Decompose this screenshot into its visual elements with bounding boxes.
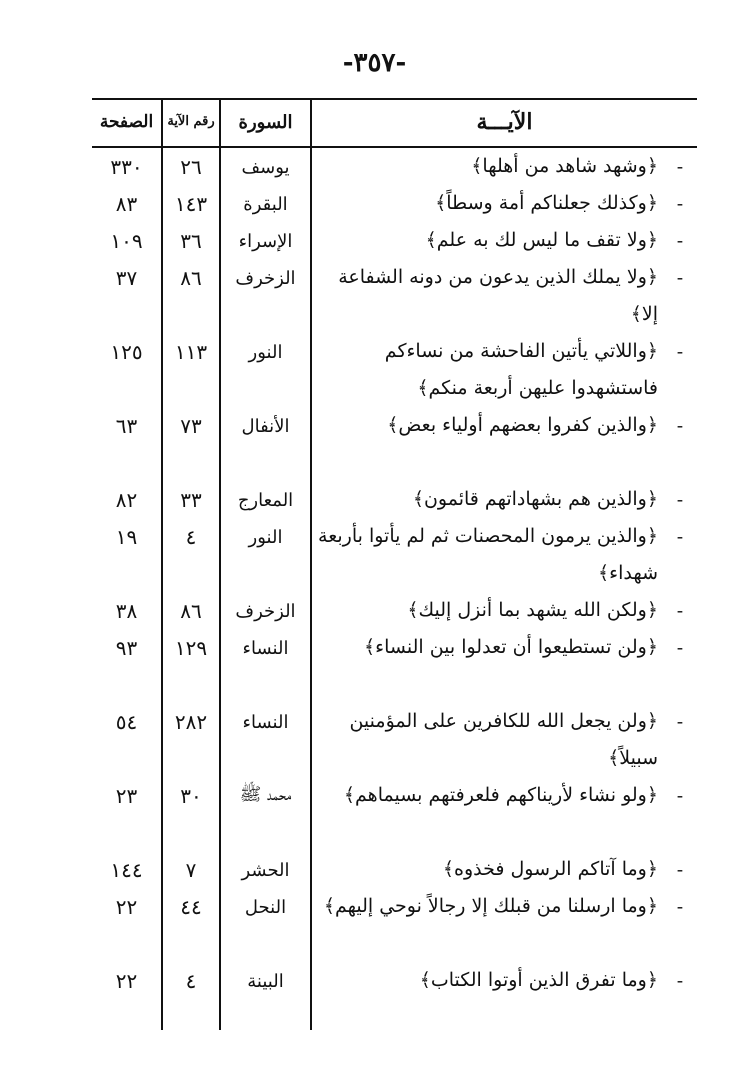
row-bullet: - [676, 489, 684, 511]
row-bullet: - [676, 156, 684, 178]
surah-cell: الزخرف [235, 267, 296, 289]
surah-cell: البينة [247, 970, 284, 992]
table-row [92, 888, 697, 962]
row-bullet: - [676, 785, 684, 807]
row-bullet: - [676, 526, 684, 548]
surah-cell: يوسف [241, 156, 290, 178]
table-row [92, 629, 697, 703]
header-surah: السورة [238, 111, 293, 133]
page-cell: ٣٨ [115, 599, 138, 623]
table-row [92, 518, 697, 592]
verse-text-cell: ﴿وما ارسلنا من قبلك إلا رجالاً نوحي إليهم﴾ [323, 895, 658, 917]
table-row [92, 259, 697, 333]
page-cell: ٦٣ [115, 414, 138, 438]
verse-text-cell: ﴿وما آتاكم الرسول فخذوه﴾ [442, 858, 658, 880]
page-cell: ٣٣٠ [110, 155, 143, 179]
row-bullet: - [676, 267, 684, 289]
verse-number-cell: ٤٤ [180, 895, 202, 919]
surah-cell: النحل [244, 896, 287, 918]
surah-cell: الأنفال [241, 415, 290, 437]
verse-number-cell: ٨٦ [180, 599, 202, 623]
verse-number-cell: ٢٨٢ [174, 710, 208, 734]
row-bullet: - [676, 896, 684, 918]
table-row [92, 777, 697, 851]
page-cell: ٥٤ [115, 710, 138, 734]
verse-number-cell: ٣٦ [180, 229, 202, 253]
page-number: -٣٥٧- [342, 48, 407, 78]
verse-text-cell: ﴿وشهد شاهد من أهلها﴾ [471, 155, 658, 177]
table-row [92, 333, 697, 407]
verse-number-cell: ٤ [185, 525, 197, 549]
surah-cell: الإسراء [238, 230, 293, 252]
page-cell: ٣٧ [115, 266, 138, 290]
verse-text-cell: ﴿والذين كفروا بعضهم أولياء بعض﴾ [387, 414, 658, 436]
verse-number-cell: ١٢٩ [174, 636, 208, 660]
row-bullet: - [676, 341, 684, 363]
table-row [92, 851, 697, 888]
verse-text-cell: ﴿وكذلك جعلناكم أمة وسطاً﴾ [435, 192, 658, 214]
surah-cell: محمد ﷺ [239, 784, 292, 805]
surah-cell: المعارج [237, 489, 294, 511]
page-cell: ١٩ [115, 525, 138, 549]
table-row [92, 592, 697, 629]
table-row [92, 222, 697, 259]
verse-text-cell: ﴿ولو نشاء لأريناكهم فلعرفتهم بسيماهم﴾ [343, 784, 658, 806]
table-row [92, 962, 697, 999]
verse-text-cell: ﴿ولن تستطيعوا أن تعدلوا بين النساء﴾ [364, 636, 658, 658]
table-row [92, 407, 697, 481]
surah-cell: النور [248, 526, 283, 548]
table-row [92, 185, 697, 222]
verse-number-cell: ١٤٣ [174, 192, 208, 216]
verse-index-table [92, 98, 697, 1078]
verse-number-cell: ٣٣ [180, 488, 202, 512]
verse-text-cell: ﴿والذين هم بشهاداتهم قائمون﴾ [412, 488, 658, 510]
row-bullet: - [676, 415, 684, 437]
row-bullet: - [676, 230, 684, 252]
verse-text-cell: ﴿واللاتي يأتين الفاحشة من نساءكم فاستشهدوا عليهن أربعة منكم﴾ [384, 340, 658, 399]
page-cell: ٩٣ [115, 636, 138, 660]
verse-number-cell: ٧ [185, 858, 197, 882]
surah-cell: الزخرف [235, 600, 296, 622]
table-row [92, 148, 697, 185]
table-row [92, 703, 697, 777]
verse-text-cell: ﴿ولن يجعل الله للكافرين على المؤمنين سبيلاً﴾ [349, 710, 658, 769]
verse-text-cell: ﴿والذين يرمون المحصنات ثم لم يأتوا بأربعة شهداء﴾ [318, 525, 658, 584]
verse-text-cell: ﴿ولكن الله يشهد بما أنزل إليك﴾ [407, 599, 658, 621]
page-cell: ٨٣ [115, 192, 138, 216]
table-body [92, 148, 697, 999]
page-cell: ١٠٩ [110, 229, 143, 253]
row-bullet: - [676, 637, 684, 659]
page-cell: ٢٣ [115, 784, 138, 808]
verse-number-cell: ٣٠ [180, 784, 202, 808]
header-page: الصفحة [99, 112, 154, 132]
table-row [92, 481, 697, 518]
row-bullet: - [676, 859, 684, 881]
surah-cell: النساء [242, 711, 289, 733]
page-cell: ١٤٤ [110, 858, 143, 882]
header-verse: الآيـــة [476, 109, 533, 135]
verse-text-cell: ﴿وما تفرق الذين أوتوا الكتاب﴾ [419, 969, 658, 991]
verse-text-cell: ﴿ولا يملك الذين يدعون من دونه الشفاعة إلا﴾ [338, 266, 658, 325]
verse-number-cell: ٧٣ [180, 414, 202, 438]
page-cell: ٢٢ [115, 895, 138, 919]
page-cell: ٨٢ [115, 488, 138, 512]
surah-cell: النور [248, 341, 283, 363]
row-bullet: - [676, 970, 684, 992]
verse-number-cell: ٢٦ [180, 155, 202, 179]
row-bullet: - [676, 600, 684, 622]
page-cell: ٢٢ [115, 969, 138, 993]
verse-number-cell: ٤ [185, 969, 197, 993]
row-bullet: - [676, 711, 684, 733]
surah-cell: الحشر [241, 859, 290, 881]
surah-cell: النساء [242, 637, 289, 659]
row-bullet: - [676, 193, 684, 215]
verse-number-cell: ١١٣ [174, 340, 208, 364]
header-verse-number: رقم الآية [167, 114, 215, 129]
verse-text-cell: ﴿ولا تقف ما ليس لك به علم﴾ [425, 229, 658, 251]
surah-cell: البقرة [243, 193, 288, 215]
verse-number-cell: ٨٦ [180, 266, 202, 290]
page-cell: ١٢٥ [110, 340, 143, 364]
